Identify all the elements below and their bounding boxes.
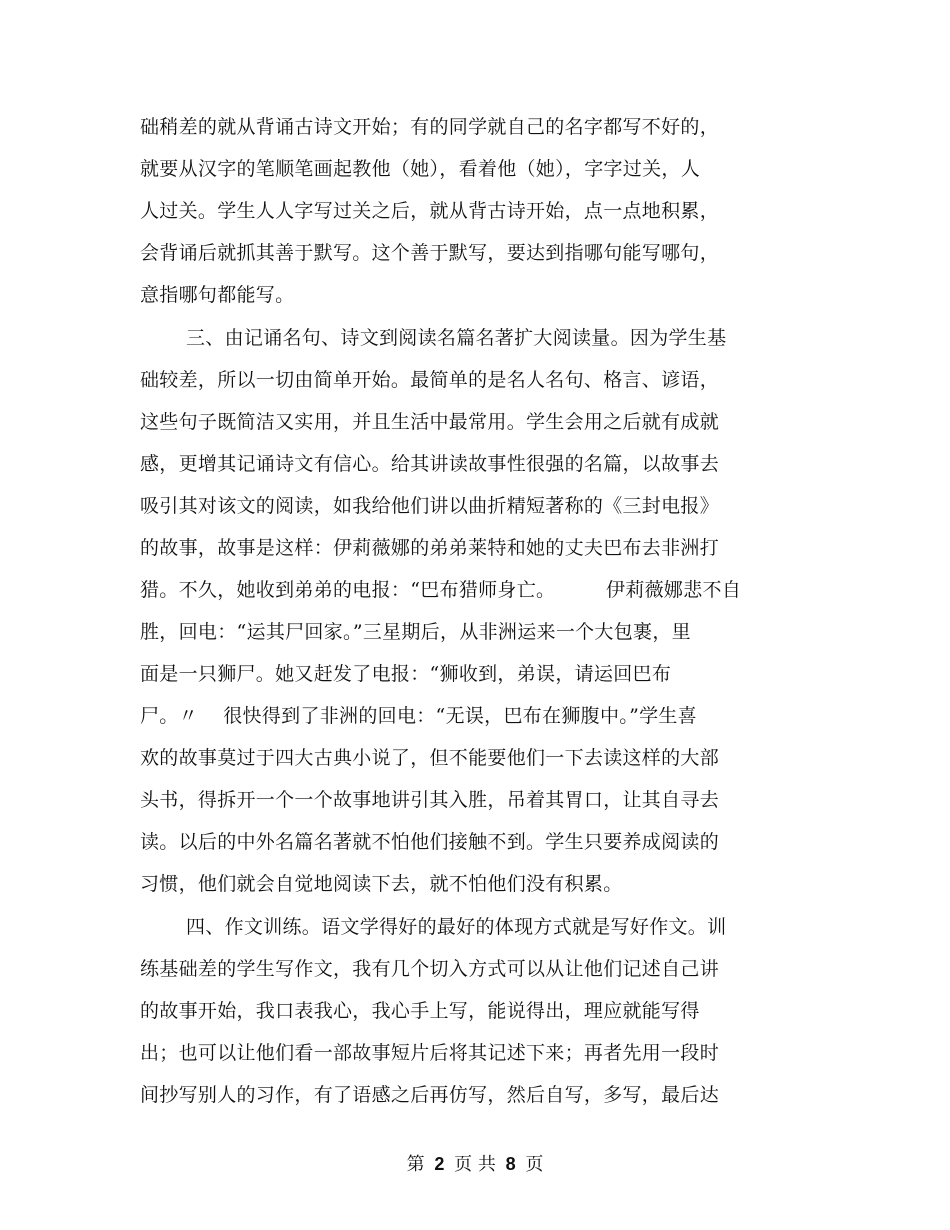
page-footer	[0, 1152, 950, 1177]
text-line: 尸。〃 很快得到了非洲的回电：“无误，巴布在狮腹中。”学生喜	[140, 705, 697, 727]
text-line: 习惯，他们就会自觉地阅读下去，就不怕他们没有积累。	[140, 873, 623, 895]
footer-suffix: 页	[525, 1154, 544, 1175]
text-line: 头书，得拆开一个一个故事地讲引其入胜，吊着其胃口，让其自寻去	[140, 789, 720, 811]
current-page-number: 2	[434, 1154, 445, 1174]
text-line: 面是一只狮尸。她又赶发了电报：“狮收到，弟误，请运回巴布	[140, 663, 672, 685]
text-line: 猎。不久，她收到弟弟的电报：“巴布猎师身亡。 伊莉薇娜悲不自	[140, 579, 742, 601]
text-line: 感，更增其记诵诗文有信心。给其讲读故事性很强的名篇，以故事去	[140, 453, 720, 475]
paragraph-start-line: 四、作文训练。语文学得好的最好的体现方式就是写好作文。训	[186, 916, 727, 938]
paragraph-start-line: 三、由记诵名句、诗文到阅读名篇名著扩大阅读量。因为学生基	[186, 327, 727, 349]
total-page-number: 8	[505, 1154, 516, 1174]
footer-prefix: 第	[406, 1154, 425, 1175]
text-line: 胜，回电：“运其尸回家。”三星期后，从非洲运来一个大包裹，里	[140, 621, 691, 643]
text-line: 础稍差的就从背诵古诗文开始；有的同学就自己的名字都写不好的，	[140, 116, 720, 138]
text-line: 人过关。学生人人字写过关之后，就从背古诗开始，点一点地积累，	[140, 200, 720, 222]
text-line: 的故事，故事是这样：伊莉薇娜的弟弟莱特和她的丈夫巴布去非洲打	[140, 537, 720, 559]
text-line: 的故事开始，我口表我心，我心手上写，能说得出，理应就能写得	[140, 1000, 700, 1022]
text-line: 读。以后的中外名篇名著就不怕他们接触不到。学生只要养成阅读的	[140, 831, 720, 853]
text-line: 础较差，所以一切由简单开始。最简单的是名人名句、格言、谚语，	[140, 369, 720, 391]
text-line: 就要从汉字的笔顺笔画起教他（她），看着他（她），字字过关，人	[140, 158, 701, 180]
text-line: 吸引其对该文的阅读，如我给他们讲以曲折精短著称的《三封电报》	[140, 495, 720, 517]
text-line: 会背诵后就抓其善于默写。这个善于默写，要达到指哪句能写哪句，	[140, 242, 720, 264]
text-line: 欢的故事莫过于四大古典小说了，但不能要他们一下去读这样的大部	[140, 747, 720, 769]
footer-mid: 页 共	[454, 1154, 496, 1175]
text-line: 练基础差的学生写作文，我有几个切入方式可以从让他们记述自己讲	[140, 958, 720, 980]
text-line: 出；也可以让他们看一部故事短片后将其记述下来；再者先用一段时	[140, 1042, 720, 1064]
text-line: 意指哪句都能写。	[140, 284, 295, 306]
text-line: 间抄写别人的习作，有了语感之后再仿写，然后自写，多写，最后达	[140, 1084, 720, 1106]
text-line: 这些句子既简洁又实用，并且生活中最常用。学生会用之后就有成就	[140, 411, 720, 433]
